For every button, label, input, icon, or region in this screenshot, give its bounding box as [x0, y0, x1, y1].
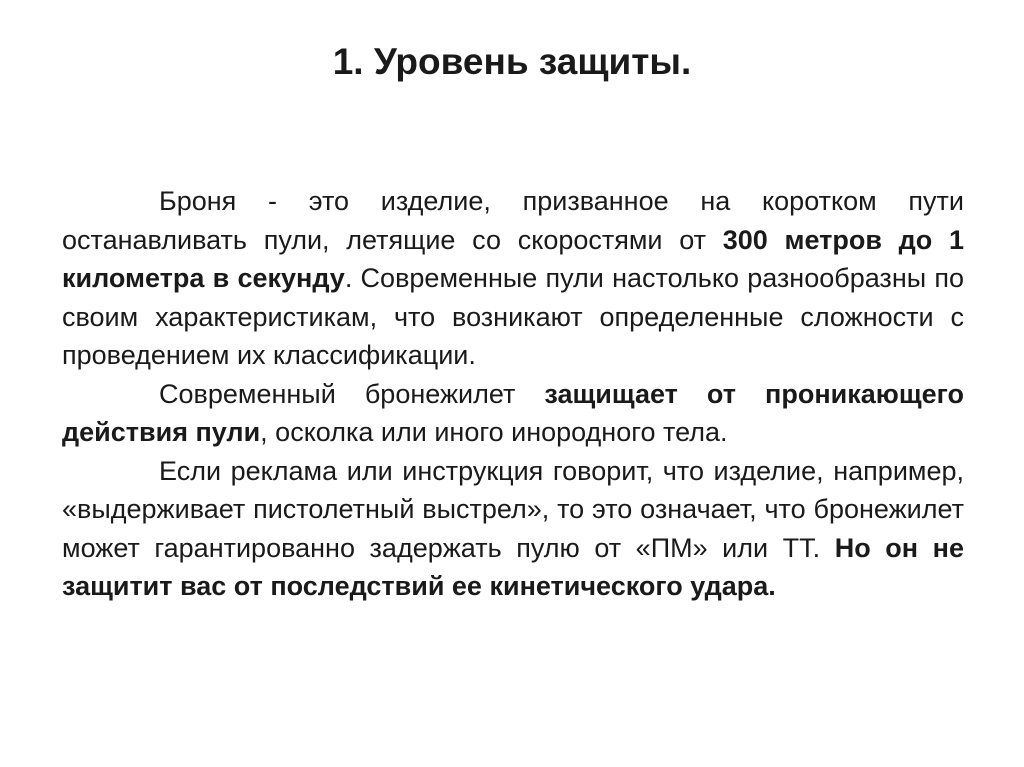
slide-body	[62, 182, 964, 606]
paragraph-text: Броня - это изделие, призванное на коротком пути останавливать пули, летящие со скоростями от	[62, 186, 964, 255]
paragraph-emphasis: 300 метров до 1 километра в секунду	[62, 224, 964, 293]
paragraph-text: Современный бронежилет	[159, 378, 545, 409]
paragraph-armor-definition	[62, 182, 964, 375]
slide-title: 1. Уровень защиты.	[332, 41, 692, 82]
paragraph-text: Если реклама или инструкция говорит, что изделие, например, «выдерживает пистолетный выстрел», то это означает, что бронежилет может гарантированно задержать пулю от «ПМ» или ТТ.	[62, 455, 964, 563]
paragraph-text: , осколка или иного инородного тела.	[260, 417, 728, 447]
paragraph-text: . Современные пули настолько разнообразны по своим характеристикам, что возникают определенные сложности с проведением их классификации.	[62, 263, 964, 370]
paragraph-advertising-claim	[62, 452, 964, 606]
paragraph-vest-protection	[62, 375, 964, 452]
paragraph-emphasis: защищает от проникающего действия пули	[62, 378, 964, 447]
paragraph-emphasis: Но он не защитит вас от последствий ее кинетического удара.	[62, 532, 965, 601]
